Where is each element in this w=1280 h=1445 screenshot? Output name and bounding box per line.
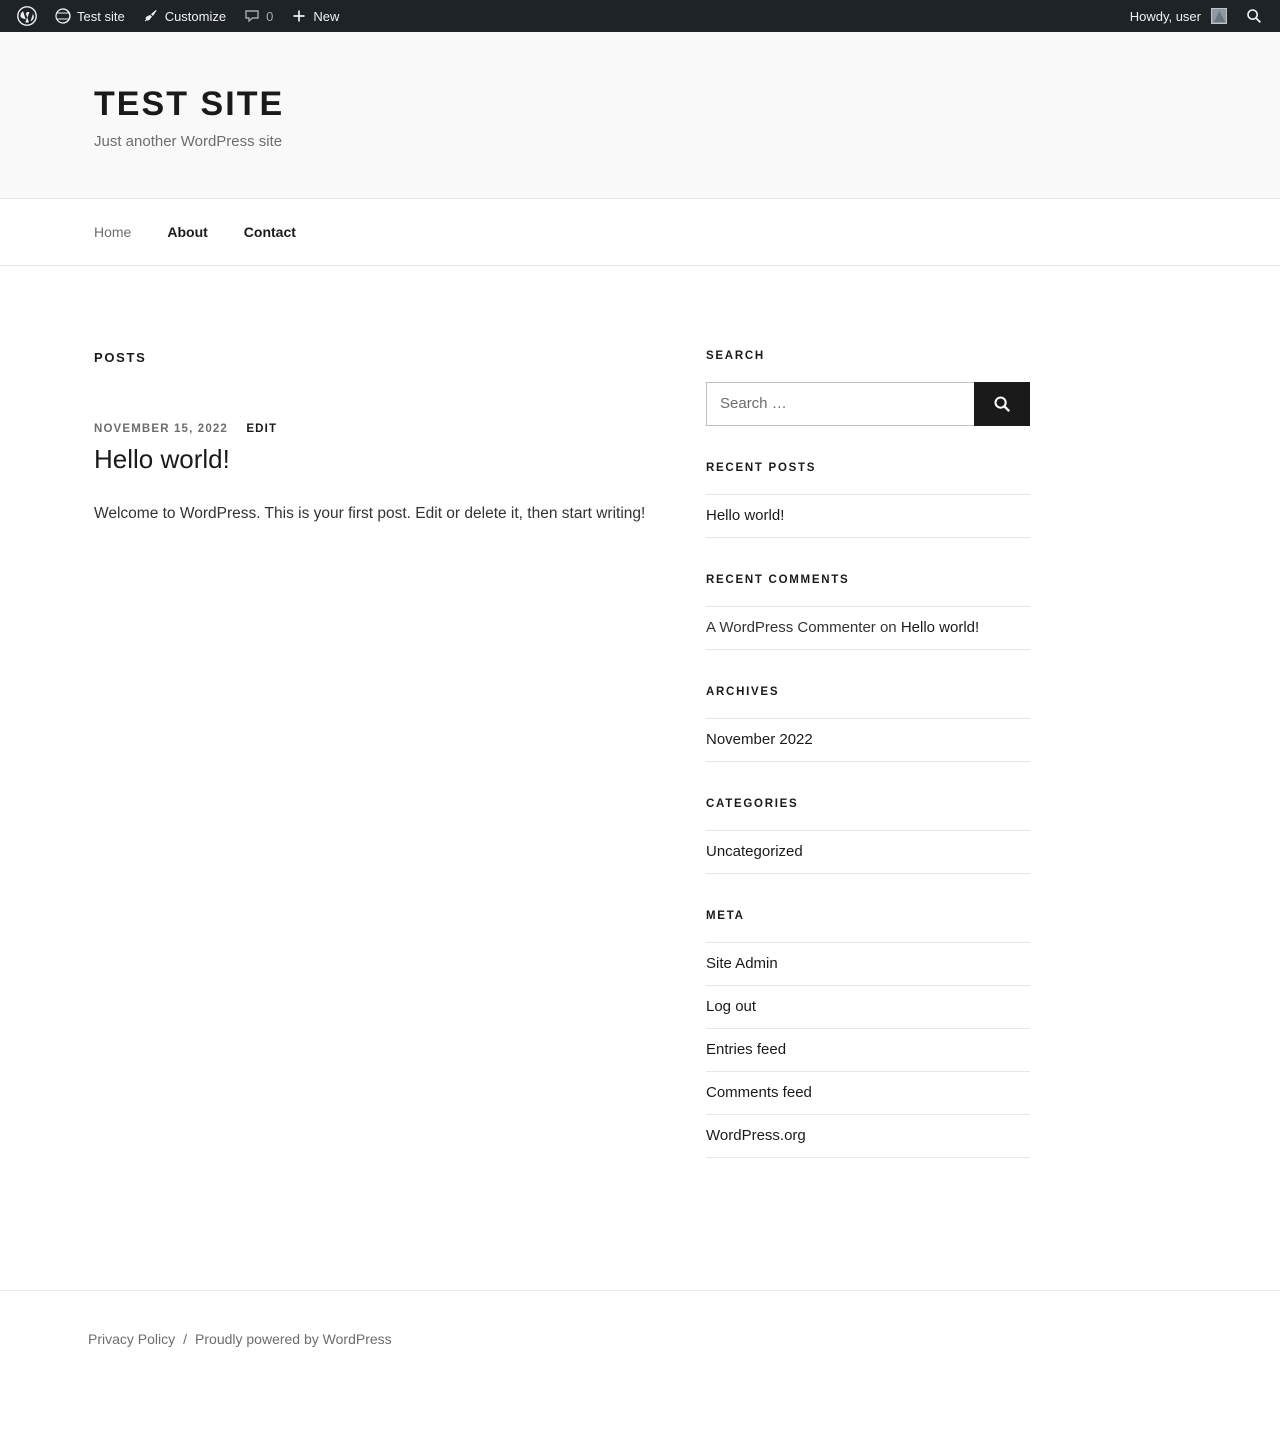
admin-bar-new-content[interactable] xyxy=(282,0,348,32)
site-description: Just another WordPress site xyxy=(94,132,283,150)
page-title xyxy=(94,84,1186,125)
comment-author: A WordPress Commenter xyxy=(706,618,876,636)
search-submit-button[interactable] xyxy=(974,382,1030,426)
widget-categories xyxy=(706,798,1030,874)
post-title-link[interactable]: Hello world! xyxy=(94,443,230,474)
list-item xyxy=(706,495,1030,538)
post-date-link[interactable]: NOVEMBER 15, 2022 xyxy=(94,422,228,435)
admin-bar-site-name[interactable] xyxy=(46,0,134,32)
admin-bar-comments-count: 0 xyxy=(266,8,274,24)
meta-list xyxy=(706,942,1030,1158)
wordpress-icon xyxy=(17,6,37,26)
footer-credit-link[interactable]: Proudly powered by WordPress xyxy=(195,1330,392,1347)
post-excerpt: Welcome to WordPress. This is your first post. Edit or delete it, then start writing! xyxy=(94,505,646,523)
meta-link-log-out[interactable]: Log out xyxy=(706,997,757,1015)
widget-archives-title: ARCHIVES xyxy=(706,685,780,698)
footer-region xyxy=(0,1290,1280,1387)
admin-bar-customize-label: Customize xyxy=(164,8,227,24)
search-icon xyxy=(992,394,1012,414)
admin-bar-new-label: New xyxy=(313,8,340,24)
widget-recent-comments-title: RECENT COMMENTS xyxy=(706,573,850,586)
post-title xyxy=(94,443,650,476)
widget-archives xyxy=(706,686,1030,762)
dashboard-icon xyxy=(55,8,71,24)
list-item xyxy=(706,607,1030,650)
list-item xyxy=(706,1115,1030,1158)
meta-link-comments-feed[interactable]: Comments feed xyxy=(706,1083,812,1101)
widget-recent-posts xyxy=(706,462,1030,538)
site-branding xyxy=(94,32,1186,198)
admin-bar-right-group xyxy=(1121,0,1272,32)
post-edit-link[interactable]: EDIT xyxy=(246,422,278,435)
widget-recent-posts-title: RECENT POSTS xyxy=(706,461,817,474)
post-meta xyxy=(94,423,650,435)
widget-meta xyxy=(706,910,1030,1158)
search-form xyxy=(706,382,1030,426)
widget-search xyxy=(706,350,1030,426)
search-input[interactable] xyxy=(706,382,974,426)
site-title-link[interactable]: TEST SITE xyxy=(94,85,285,123)
admin-bar-site-name-label: Test site xyxy=(77,8,125,24)
plus-icon xyxy=(291,8,307,24)
recent-posts-list xyxy=(706,494,1030,538)
category-link-uncategorized[interactable]: Uncategorized xyxy=(706,842,803,860)
admin-bar-my-account[interactable] xyxy=(1121,0,1236,32)
sidebar xyxy=(706,350,1030,1194)
primary-content xyxy=(94,350,650,1194)
post-edit-link-wrap xyxy=(246,423,277,435)
admin-bar xyxy=(0,0,1280,32)
widget-categories-title: CATEGORIES xyxy=(706,797,799,810)
comment-on-text: on xyxy=(875,618,901,636)
avatar xyxy=(1211,8,1227,24)
widget-search-title: SEARCH xyxy=(706,349,765,362)
footer-separator: / xyxy=(183,1330,188,1347)
meta-link-wordpress-org[interactable]: WordPress.org xyxy=(706,1126,806,1144)
list-item xyxy=(706,719,1030,762)
widget-meta-title: META xyxy=(706,909,745,922)
admin-bar-howdy-label: Howdy, user xyxy=(1129,8,1201,24)
nav-item-contact[interactable]: Contact xyxy=(243,223,296,240)
comment-post-link[interactable]: Hello world! xyxy=(900,618,980,636)
post-content xyxy=(94,501,650,528)
widget-recent-comments xyxy=(706,574,1030,650)
archive-link-november-2022[interactable]: November 2022 xyxy=(706,730,813,748)
post-article xyxy=(94,423,650,528)
list-item xyxy=(706,831,1030,874)
main-navigation xyxy=(94,199,1186,265)
footer-privacy-policy-link[interactable]: Privacy Policy xyxy=(88,1330,176,1347)
list-item xyxy=(706,1072,1030,1115)
archives-list xyxy=(706,718,1030,762)
comment-bubble-icon xyxy=(244,8,260,24)
nav-item-about[interactable]: About xyxy=(167,223,208,240)
list-item xyxy=(706,1029,1030,1072)
content-area xyxy=(94,266,1186,1290)
wordpress-logo-icon[interactable] xyxy=(8,0,46,32)
site-footer xyxy=(88,1291,1186,1387)
recent-post-link[interactable]: Hello world! xyxy=(706,506,785,524)
admin-bar-comments[interactable] xyxy=(235,0,282,32)
list-item xyxy=(706,986,1030,1029)
posts-heading: POSTS xyxy=(94,349,147,365)
search-icon xyxy=(1245,7,1263,25)
navigation-region xyxy=(0,199,1280,266)
meta-link-entries-feed[interactable]: Entries feed xyxy=(706,1040,787,1058)
site-header-region xyxy=(0,32,1280,199)
list-item xyxy=(706,943,1030,986)
admin-bar-customize[interactable] xyxy=(134,0,235,32)
nav-item-home[interactable]: Home xyxy=(94,223,132,240)
meta-link-site-admin[interactable]: Site Admin xyxy=(706,954,778,972)
admin-bar-search-button[interactable] xyxy=(1236,0,1272,32)
brush-icon xyxy=(143,8,159,24)
categories-list xyxy=(706,830,1030,874)
recent-comments-list xyxy=(706,606,1030,650)
